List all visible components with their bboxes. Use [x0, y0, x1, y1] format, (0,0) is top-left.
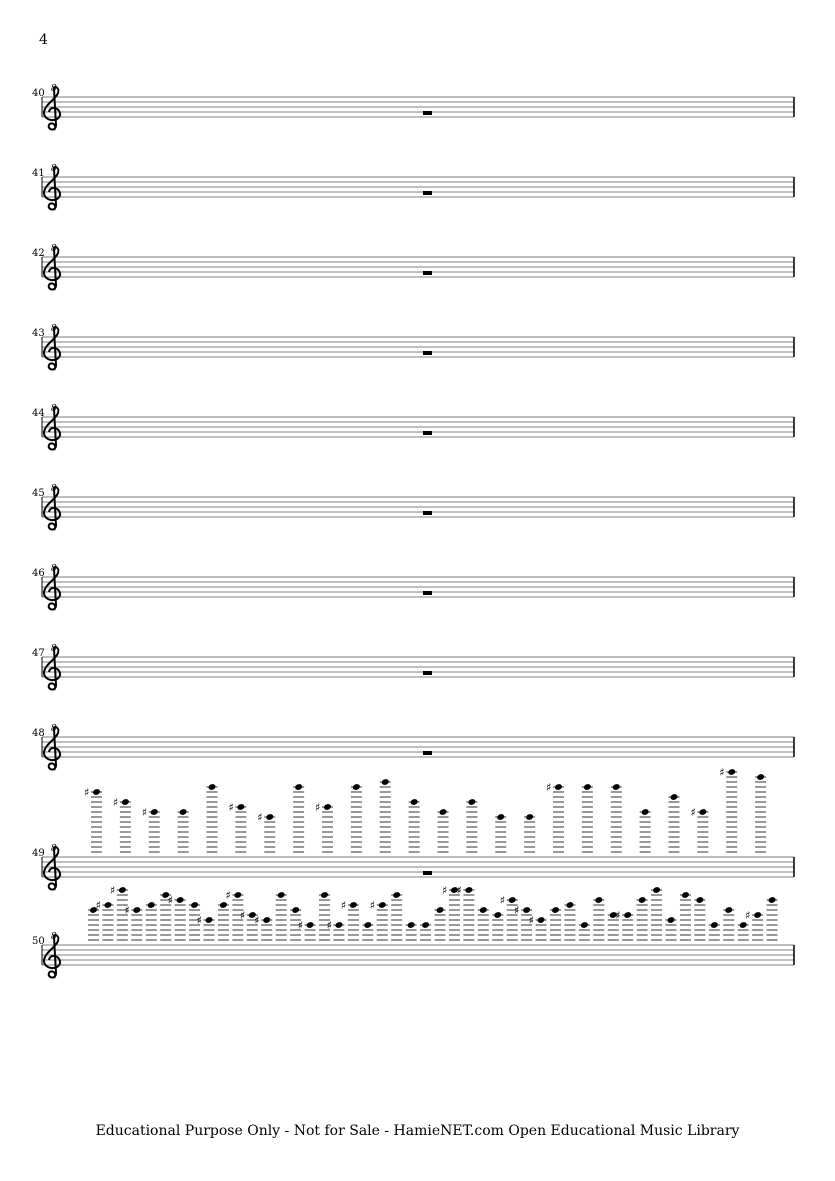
note-head: [554, 783, 563, 791]
sharp-accidental-icon: ♯: [745, 909, 751, 922]
note-head: [104, 901, 113, 909]
note-head: [699, 808, 708, 816]
note-head: [381, 778, 390, 786]
note-head: [551, 906, 560, 914]
note-head: [739, 921, 748, 929]
measure-number: 41: [32, 168, 45, 179]
whole-rest: [423, 871, 432, 875]
note-head: [465, 886, 474, 894]
note-head: [179, 808, 188, 816]
note-head: [291, 906, 300, 914]
staff-system: [32, 404, 794, 450]
note-head: [468, 798, 477, 806]
sharp-accidental-icon: ♯: [499, 894, 506, 907]
note-head: [583, 783, 592, 791]
whole-rest: [423, 271, 432, 275]
note-head: [727, 768, 736, 776]
note-head: [421, 921, 430, 929]
sharp-accidental-icon: ♯: [109, 884, 116, 897]
note-head: [335, 921, 344, 929]
note-head: [92, 788, 101, 796]
whole-rest: [423, 111, 432, 115]
note-head: [176, 896, 185, 904]
note-head: [493, 911, 502, 919]
octave-mark: 8: [51, 244, 57, 254]
sharp-accidental-icon: ♯: [257, 811, 263, 824]
whole-rest: [423, 191, 432, 195]
measure-number: 47: [32, 648, 45, 659]
page-number: 4: [39, 32, 48, 48]
note-head: [262, 916, 271, 924]
note-head: [537, 916, 546, 924]
sharp-accidental-icon: ♯: [84, 786, 90, 799]
note-head: [522, 906, 531, 914]
note-head: [237, 803, 246, 811]
staff-system: [32, 766, 794, 890]
note-head: [323, 803, 332, 811]
octave-mark: 8: [51, 484, 57, 494]
octave-mark: 8: [51, 844, 57, 854]
octave-mark: 8: [51, 84, 57, 94]
whole-rest: [423, 511, 432, 515]
whole-rest: [423, 431, 432, 435]
measure-number: 40: [32, 88, 45, 99]
note-head: [479, 906, 488, 914]
note-head: [205, 916, 214, 924]
note-head: [349, 901, 358, 909]
measure-number: 46: [32, 568, 45, 579]
octave-mark: 8: [51, 324, 57, 334]
sharp-accidental-icon: ♯: [124, 904, 130, 917]
note-head: [277, 891, 286, 899]
note-head: [439, 808, 448, 816]
note-head: [681, 891, 690, 899]
footer-text: Educational Purpose Only - Not for Sale - HamieNET.com Open Educational Music Library: [95, 1123, 740, 1139]
sharp-accidental-icon: ♯: [254, 914, 260, 927]
note-head: [294, 783, 303, 791]
note-head: [392, 891, 401, 899]
note-head: [320, 891, 329, 899]
note-head: [756, 773, 765, 781]
note-head: [753, 911, 762, 919]
octave-mark: 8: [51, 404, 57, 414]
note-head: [208, 783, 217, 791]
sharp-accidental-icon: ♯: [340, 899, 347, 912]
note-head: [132, 906, 141, 914]
sharp-accidental-icon: ♯: [95, 899, 101, 912]
staff-system: [32, 164, 794, 210]
staff-system: [32, 884, 794, 978]
note-head: [410, 798, 419, 806]
sharp-accidental-icon: ♯: [112, 796, 119, 809]
note-head: [768, 896, 777, 904]
measure-number: 48: [32, 728, 45, 739]
note-head: [667, 916, 676, 924]
note-head: [436, 906, 445, 914]
note-head: [352, 783, 361, 791]
note-head: [190, 901, 199, 909]
sharp-accidental-icon: ♯: [239, 909, 246, 922]
whole-rest: [423, 751, 432, 755]
octave-mark: 8: [51, 644, 57, 654]
octave-mark: 8: [51, 932, 57, 942]
sharp-accidental-icon: ♯: [546, 781, 552, 794]
staff-system: [32, 724, 794, 770]
sharp-accidental-icon: ♯: [315, 801, 321, 814]
octave-mark: 8: [51, 564, 57, 574]
measure-number: 42: [32, 248, 45, 259]
note-head: [496, 813, 505, 821]
whole-rest: [423, 591, 432, 595]
note-head: [594, 896, 603, 904]
note-head: [234, 891, 243, 899]
note-head: [378, 901, 387, 909]
note-head: [525, 813, 534, 821]
staff-system: [32, 244, 794, 290]
staff-system: [32, 484, 794, 530]
note-head: [121, 798, 130, 806]
sharp-accidental-icon: ♯: [528, 914, 534, 927]
note-head: [407, 921, 416, 929]
octave-mark: 8: [51, 164, 57, 174]
measure-number: 49: [32, 848, 45, 859]
measure-number: 45: [32, 488, 45, 499]
note-head: [696, 896, 705, 904]
measure-number: 50: [32, 936, 45, 947]
sharp-accidental-icon: ♯: [228, 801, 234, 814]
staff-system: [32, 564, 794, 610]
sharp-accidental-icon: ♯: [225, 889, 231, 902]
whole-rest: [423, 671, 432, 675]
measure-number: 43: [32, 328, 45, 339]
staff-system: [32, 644, 794, 690]
note-head: [363, 921, 372, 929]
note-head: [670, 793, 679, 801]
whole-rest: [423, 351, 432, 355]
note-head: [612, 783, 621, 791]
sharp-accidental-icon: ♯: [196, 914, 202, 927]
note-head: [724, 906, 733, 914]
staff-system: [32, 324, 794, 370]
sharp-accidental-icon: ♯: [719, 766, 725, 779]
sharp-accidental-icon: ♯: [441, 884, 448, 897]
note-head: [219, 901, 228, 909]
note-head: [118, 886, 127, 894]
note-head: [508, 896, 517, 904]
sharp-accidental-icon: ♯: [514, 904, 520, 917]
sharp-accidental-icon: ♯: [167, 894, 173, 907]
note-head: [652, 886, 661, 894]
note-head: [580, 921, 589, 929]
note-head: [265, 813, 274, 821]
note-head: [710, 921, 719, 929]
note-head: [147, 901, 156, 909]
sharp-accidental-icon: ♯: [141, 806, 148, 819]
sharp-accidental-icon: ♯: [297, 919, 303, 932]
note-head: [623, 911, 632, 919]
note-head: [566, 901, 575, 909]
sharp-accidental-icon: ♯: [369, 899, 376, 912]
staff-system: [32, 84, 794, 130]
measure-number: 44: [32, 408, 45, 419]
note-head: [641, 808, 650, 816]
sharp-accidental-icon: ♯: [615, 909, 621, 922]
octave-mark: 8: [51, 724, 57, 734]
sharp-accidental-icon: ♯: [690, 806, 696, 819]
sharp-accidental-icon: ♯: [456, 884, 462, 897]
note-head: [638, 896, 647, 904]
sharp-accidental-icon: ♯: [326, 919, 332, 932]
note-head: [150, 808, 159, 816]
note-head: [306, 921, 315, 929]
